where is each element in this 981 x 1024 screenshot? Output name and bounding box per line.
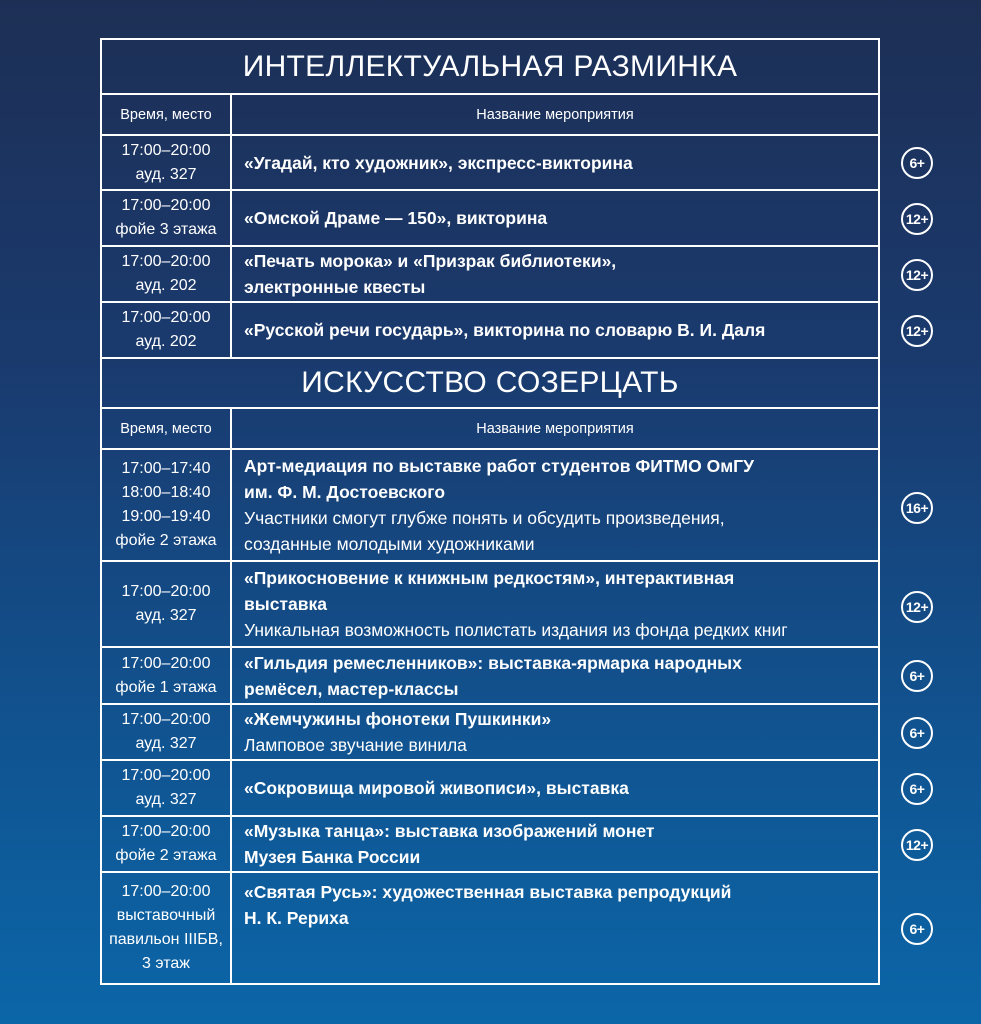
row-name	[232, 303, 878, 357]
row-name	[232, 761, 878, 815]
row-time	[102, 562, 232, 646]
event-title: «Музыка танца»: выставка изображений монет	[244, 821, 655, 841]
table-header	[102, 409, 878, 450]
event-title: ремёсел, мастер-классы	[244, 678, 459, 699]
place-line: ауд. 327	[135, 165, 197, 183]
section-title	[102, 40, 878, 95]
row-name	[232, 136, 878, 189]
event-title: Н. К. Рериха	[244, 908, 349, 928]
event-title: им. Ф. М. Достоевского	[244, 482, 446, 502]
age-rating-badge: 6+	[901, 147, 933, 179]
place-line: фойе 3 этажа	[115, 221, 217, 238]
time-line: 18:00–18:40	[121, 484, 211, 501]
table-row	[102, 247, 878, 303]
section-title-text: ИНТЕЛЛЕКТУАЛЬНАЯ РАЗМИНКА	[242, 49, 738, 83]
time-line: 19:00–19:40	[121, 508, 211, 525]
time-line: 17:00–20:00	[121, 253, 211, 270]
age-rating-badge: 6+	[901, 773, 933, 805]
table-row	[102, 562, 878, 648]
event-title: «Угадай, кто художник», экспресс-викторина	[244, 152, 633, 173]
event-title: «Святая Русь»: художественная выставка репродукций	[244, 882, 732, 902]
age-rating-badge: 12+	[901, 591, 933, 623]
event-description: Уникальная возможность полистать издания из фонда редких книг	[244, 620, 788, 640]
time-line: 17:00–20:00	[121, 711, 211, 728]
place-line: ауд. 327	[135, 735, 197, 752]
event-title: Музея Банка России	[244, 847, 421, 867]
time-line: 17:00–20:00	[121, 141, 211, 159]
header-time: Время, место	[102, 95, 232, 134]
event-title: Арт-медиация по выставке работ студентов ФИТМО ОмГУ	[244, 456, 754, 476]
row-name	[232, 705, 878, 759]
age-rating-badge: 12+	[901, 829, 933, 861]
place-line: выставочный	[116, 907, 216, 924]
event-description: созданные молодыми художниками	[244, 534, 535, 554]
time-line: 17:00–20:00	[121, 309, 211, 326]
row-name	[232, 817, 878, 871]
place-line: ауд. 327	[135, 607, 197, 624]
time-line: 17:00–20:00	[121, 767, 211, 784]
place-line: павильон IIIБВ,	[109, 931, 223, 948]
table-header	[102, 95, 878, 136]
row-name	[232, 648, 878, 703]
header-time: Время, место	[102, 409, 232, 448]
row-time	[102, 761, 232, 815]
row-time	[102, 450, 232, 560]
header-name: Название мероприятия	[476, 106, 634, 123]
row-time	[102, 247, 232, 301]
row-time	[102, 873, 232, 983]
time-line: 17:00–20:00	[121, 883, 211, 900]
place-line: фойе 1 этажа	[115, 678, 217, 696]
time-line: 17:00–20:00	[121, 823, 211, 840]
table-row	[102, 303, 878, 359]
age-rating-badge: 6+	[901, 913, 933, 945]
age-rating-badge: 12+	[901, 315, 933, 347]
row-time	[102, 136, 232, 189]
place-line: ауд. 327	[135, 791, 197, 808]
time-line: 17:00–20:00	[121, 654, 211, 672]
row-name	[232, 873, 878, 983]
row-time	[102, 817, 232, 871]
time-line: 17:00–20:00	[121, 197, 211, 214]
event-title: электронные квесты	[244, 277, 426, 297]
schedule-table	[100, 38, 880, 985]
event-title: «Жемчужины фонотеки Пушкинки»	[244, 709, 552, 729]
event-description: Участники смогут глубже понять и обсудить произведения,	[244, 508, 725, 528]
age-rating-badge: 16+	[901, 492, 933, 524]
place-line: ауд. 202	[135, 277, 197, 294]
event-title: «Русской речи государь», викторина по словарю В. И. Даля	[244, 320, 766, 340]
row-name	[232, 247, 878, 301]
table-row	[102, 873, 878, 983]
time-line: 17:00–17:40	[121, 460, 211, 477]
header-name: Название мероприятия	[476, 420, 634, 437]
row-time	[102, 648, 232, 703]
row-time	[102, 303, 232, 357]
event-title: «Прикосновение к книжным редкостям», интерактивная	[244, 568, 735, 588]
place-line: фойе 2 этажа	[115, 532, 217, 549]
table-row	[102, 136, 878, 191]
time-line: 17:00–20:00	[121, 583, 211, 600]
event-title: «Печать морока» и «Призрак библиотеки»,	[244, 251, 617, 271]
table-row	[102, 761, 878, 817]
row-name	[232, 450, 878, 560]
table-row	[102, 817, 878, 873]
event-title: «Гильдия ремесленников»: выставка-ярмарка народных	[244, 652, 742, 673]
table-row	[102, 648, 878, 705]
row-name	[232, 562, 878, 646]
section-title-text: ИСКУССТВО СОЗЕРЦАТЬ	[301, 366, 679, 399]
place-line: фойе 2 этажа	[115, 847, 217, 864]
row-name	[232, 191, 878, 245]
age-rating-badge: 12+	[901, 259, 933, 291]
place-line: 3 этаж	[142, 955, 190, 972]
age-rating-badge: 6+	[901, 717, 933, 749]
place-line: ауд. 202	[135, 333, 197, 350]
event-title: выставка	[244, 594, 327, 614]
section-title	[102, 359, 878, 409]
event-description: Ламповое звучание винила	[244, 735, 467, 755]
table-row	[102, 450, 878, 562]
age-rating-badge: 6+	[901, 660, 933, 692]
row-time	[102, 705, 232, 759]
age-rating-badge: 12+	[901, 203, 933, 235]
table-row	[102, 705, 878, 761]
event-title: «Омской Драме — 150», викторина	[244, 208, 548, 228]
table-row	[102, 191, 878, 247]
event-title: «Сокровища мировой живописи», выставка	[244, 778, 629, 798]
row-time	[102, 191, 232, 245]
